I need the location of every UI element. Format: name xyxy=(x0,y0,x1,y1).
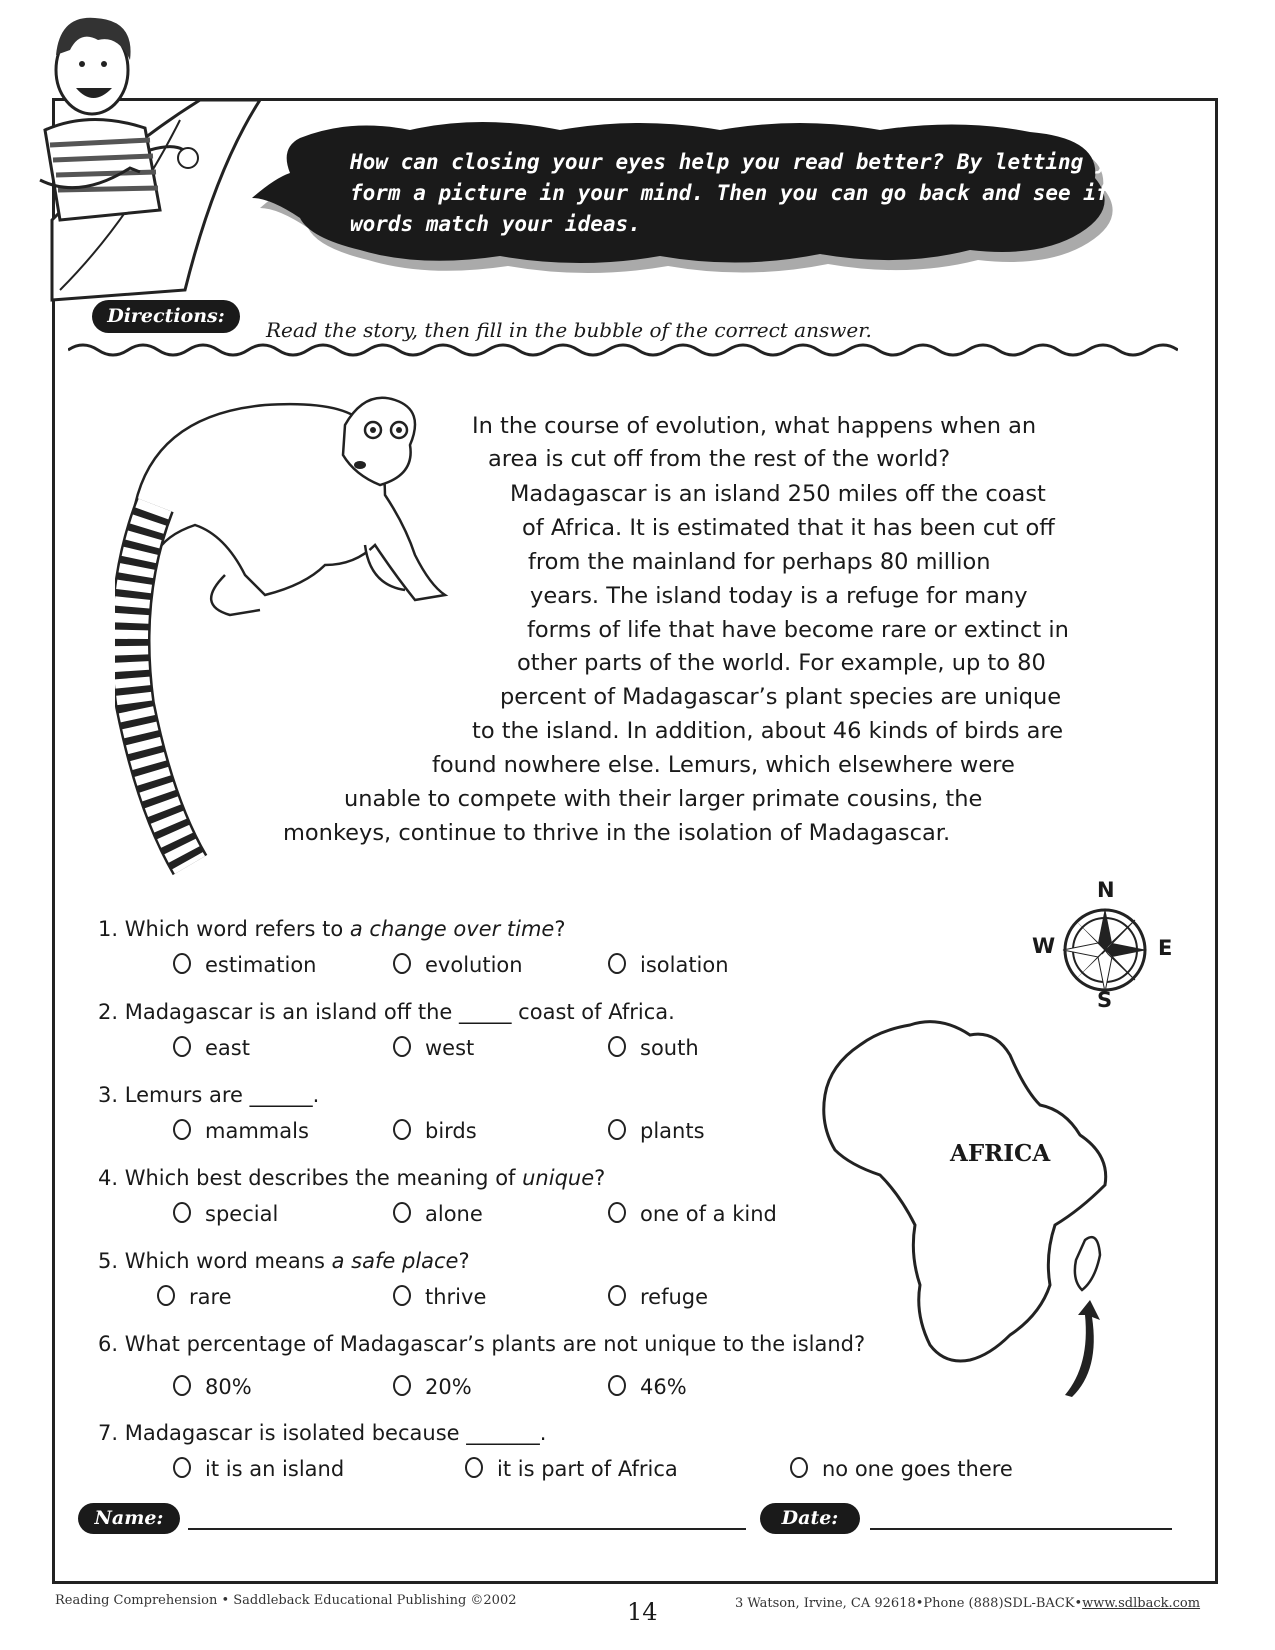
answer-text: isolation xyxy=(640,953,729,977)
question-emphasis: unique xyxy=(522,1166,595,1190)
compass-north-label: N xyxy=(1097,878,1115,902)
directions-label: Directions: xyxy=(92,300,240,333)
question-text: Lemurs are ______. xyxy=(124,1083,320,1107)
answer-option[interactable] xyxy=(173,1036,250,1060)
answer-bubble[interactable] xyxy=(173,1375,191,1396)
answer-bubble[interactable] xyxy=(393,1375,411,1396)
answer-option[interactable] xyxy=(393,1119,477,1143)
question-number: 7. xyxy=(98,1421,119,1445)
compass-east-label: E xyxy=(1158,936,1173,960)
story-line: In the course of evolution, what happens when an xyxy=(472,413,1037,439)
question-number: 1. xyxy=(98,917,119,941)
directions-text: Read the story, then fill in the bubble of the correct answer. xyxy=(266,318,872,342)
answer-option[interactable] xyxy=(465,1457,678,1481)
question-7 xyxy=(98,1421,546,1445)
answer-bubble[interactable] xyxy=(608,1375,626,1396)
story-line: other parts of the world. For example, up to 80 xyxy=(517,650,1046,676)
answer-option[interactable] xyxy=(608,1036,699,1060)
answer-text: plants xyxy=(640,1119,705,1143)
footer-website-link[interactable]: www.sdlback.com xyxy=(1082,1596,1201,1611)
story-line: percent of Madagascar’s plant species are unique xyxy=(500,684,1062,710)
answer-option[interactable] xyxy=(393,953,523,977)
answer-bubble[interactable] xyxy=(173,1202,191,1223)
story-line: monkeys, continue to thrive in the isolation of Madagascar. xyxy=(283,820,951,846)
compass-west-label: W xyxy=(1032,934,1056,958)
answer-text: 20% xyxy=(425,1375,472,1399)
story-line: unable to compete with their larger primate cousins, the xyxy=(344,786,983,812)
story-line: of Africa. It is estimated that it has been cut off xyxy=(522,515,1055,541)
page-number: 14 xyxy=(627,1598,658,1626)
answer-text: west xyxy=(425,1036,475,1060)
answer-text: thrive xyxy=(425,1285,487,1309)
question-emphasis: a safe place xyxy=(331,1249,459,1273)
wavy-divider xyxy=(68,340,1178,360)
story-line: to the island. In addition, about 46 kinds of birds are xyxy=(472,718,1064,744)
answer-option[interactable] xyxy=(393,1285,486,1309)
question-number: 3. xyxy=(98,1083,119,1107)
answer-bubble[interactable] xyxy=(173,1119,191,1140)
question-text-end: ? xyxy=(458,1249,470,1273)
question-text: Madagascar is isolated because _______. xyxy=(124,1421,547,1445)
answer-bubble[interactable] xyxy=(608,1119,626,1140)
answer-bubble[interactable] xyxy=(393,1202,411,1223)
question-number: 6. xyxy=(98,1332,119,1356)
answer-bubble[interactable] xyxy=(790,1457,808,1478)
answer-bubble[interactable] xyxy=(393,1119,411,1140)
answer-bubble[interactable] xyxy=(393,1285,411,1306)
africa-map-label: AFRICA xyxy=(950,1140,1051,1167)
africa-map xyxy=(820,1015,1140,1405)
answer-bubble[interactable] xyxy=(157,1285,175,1306)
answer-text: 80% xyxy=(205,1375,252,1399)
answer-option[interactable] xyxy=(393,1036,474,1060)
answer-text: evolution xyxy=(425,953,523,977)
answer-text: one of a kind xyxy=(640,1202,777,1226)
answer-bubble[interactable] xyxy=(393,953,411,974)
speech-bubble-text: How can closing your eyes help you read better? By letting you form a picture in your mind. Then you can go back and see if the words match your ideas. xyxy=(350,150,1160,236)
answer-option[interactable] xyxy=(173,1375,252,1399)
question-4 xyxy=(98,1166,605,1190)
answer-option[interactable] xyxy=(173,1457,344,1481)
question-text-end: ? xyxy=(554,917,566,941)
answer-bubble[interactable] xyxy=(173,1457,191,1478)
answer-option[interactable] xyxy=(157,1285,232,1309)
footer-address: 3 Watson, Irvine, CA 92618•Phone (888)SDL-BACK• xyxy=(735,1596,1083,1611)
answer-text: special xyxy=(205,1202,279,1226)
answer-text: rare xyxy=(189,1285,232,1309)
answer-bubble[interactable] xyxy=(393,1036,411,1057)
story-line: forms of life that have become rare or extinct in xyxy=(527,617,1069,643)
answer-text: alone xyxy=(425,1202,483,1226)
question-text: Madagascar is an island off the _____ coast of Africa. xyxy=(124,1000,675,1024)
answer-option[interactable] xyxy=(608,1285,708,1309)
story-line: found nowhere else. Lemurs, which elsewhere were xyxy=(432,752,1015,778)
question-5 xyxy=(98,1249,470,1273)
answer-option[interactable] xyxy=(608,953,729,977)
answer-option[interactable] xyxy=(608,1202,777,1226)
name-field[interactable] xyxy=(188,1528,746,1530)
answer-bubble[interactable] xyxy=(608,1202,626,1223)
date-field[interactable] xyxy=(870,1528,1172,1530)
answer-bubble[interactable] xyxy=(173,1036,191,1057)
answer-text: south xyxy=(640,1036,699,1060)
question-3 xyxy=(98,1083,319,1107)
answer-text: estimation xyxy=(205,953,317,977)
answer-option[interactable] xyxy=(608,1375,687,1399)
question-text: What percentage of Madagascar’s plants are not unique to the island? xyxy=(124,1332,866,1356)
question-text-end: ? xyxy=(594,1166,606,1190)
story-line: from the mainland for perhaps 80 million xyxy=(528,549,991,575)
answer-option[interactable] xyxy=(608,1119,705,1143)
question-2 xyxy=(98,1000,675,1024)
name-label: Name: xyxy=(78,1503,180,1534)
answer-text: refuge xyxy=(640,1285,709,1309)
answer-bubble[interactable] xyxy=(608,1285,626,1306)
answer-option[interactable] xyxy=(173,1202,278,1226)
compass-rose-icon xyxy=(1050,900,1160,1000)
answer-option[interactable] xyxy=(173,953,316,977)
question-text: Which word refers to xyxy=(124,917,350,941)
answer-text: it is an island xyxy=(205,1457,345,1481)
footer-publisher: Reading Comprehension • Saddleback Educational Publishing ©2002 xyxy=(55,1593,517,1608)
answer-option[interactable] xyxy=(173,1119,309,1143)
question-1 xyxy=(98,917,566,941)
footer-contact xyxy=(735,1596,1200,1611)
compass-south-label: S xyxy=(1097,988,1113,1012)
answer-text: birds xyxy=(425,1119,477,1143)
question-text: Which best describes the meaning of xyxy=(124,1166,523,1190)
answer-option[interactable] xyxy=(393,1375,472,1399)
answer-option[interactable] xyxy=(393,1202,483,1226)
question-6 xyxy=(98,1332,865,1356)
question-number: 2. xyxy=(98,1000,119,1024)
answer-text: no one goes there xyxy=(822,1457,1013,1481)
question-emphasis: a change over time xyxy=(349,917,555,941)
answer-text: mammals xyxy=(205,1119,309,1143)
question-number: 4. xyxy=(98,1166,119,1190)
answer-bubble[interactable] xyxy=(173,953,191,974)
answer-bubble[interactable] xyxy=(465,1457,483,1478)
question-text: Which word means xyxy=(124,1249,332,1273)
answer-bubble[interactable] xyxy=(608,953,626,974)
answer-text: 46% xyxy=(640,1375,687,1399)
story-line: Madagascar is an island 250 miles off the coast xyxy=(510,481,1046,507)
answer-text: it is part of Africa xyxy=(497,1457,678,1481)
date-label: Date: xyxy=(760,1503,860,1534)
answer-bubble[interactable] xyxy=(608,1036,626,1057)
answer-option[interactable] xyxy=(790,1457,1013,1481)
story-line: years. The island today is a refuge for many xyxy=(530,583,1028,609)
story-line: area is cut off from the rest of the world? xyxy=(488,446,951,472)
question-number: 5. xyxy=(98,1249,119,1273)
answer-text: east xyxy=(205,1036,250,1060)
